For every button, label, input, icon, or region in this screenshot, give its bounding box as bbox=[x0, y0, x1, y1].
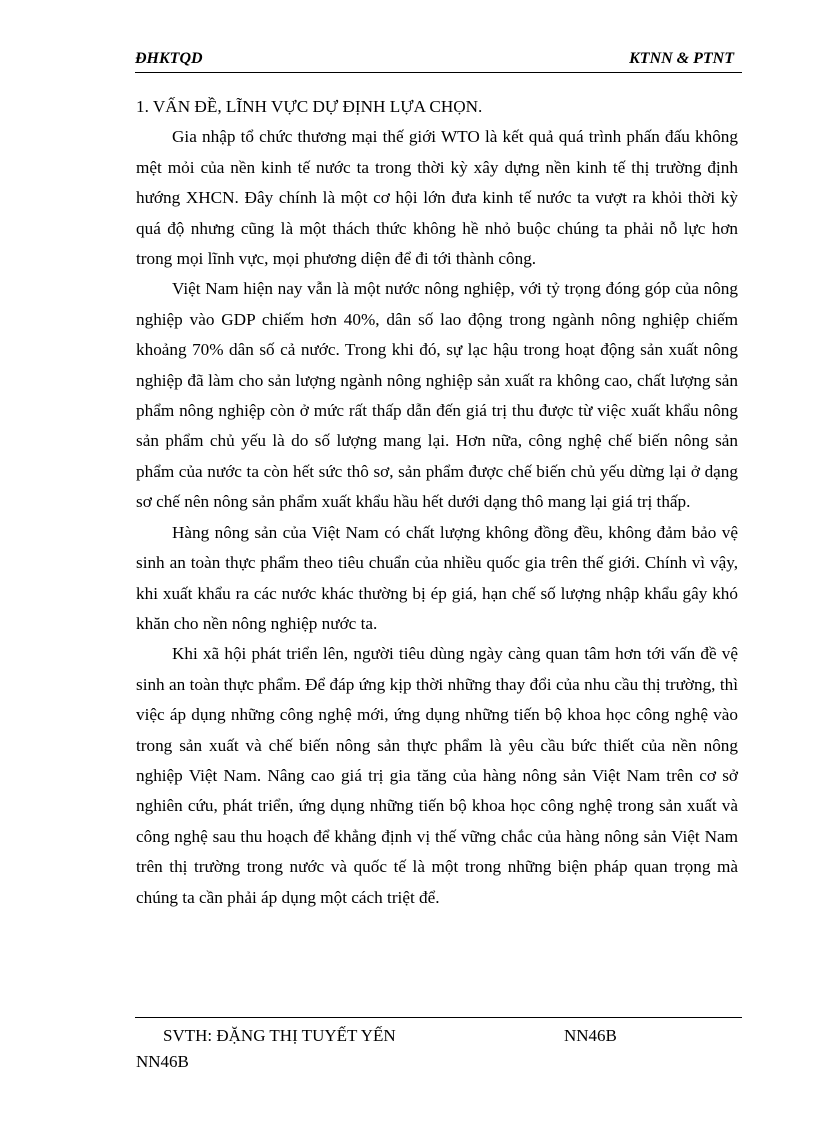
paragraph-2: Việt Nam hiện nay vẫn là một nước nông nghiệp, với tỷ trọng đóng góp của nông nghiệp vào GDP chiếm hơn 40%, dân số lao động trong ngành nông nghiệp chiếm khoảng 70% dân số cả nước. Trong khi đó, sự lạc hậu trong hoạt động sản xuất nông nghiệp đã làm cho sản lượng ngành nông nghiệp sản xuất ra không cao, chất lượng sản phẩm nông nghiệp còn ở mức rất thấp dẫn đến giá trị thu được từ việc xuất khẩu nông sản phẩm chủ yếu là do số lượng mang lại. Hơn nữa, công nghệ chế biến nông sản phẩm của nước ta còn hết sức thô sơ, sản phẩm được chế biến chủ yếu dừng lại ở dạng sơ chế nên nông sản phẩm xuất khẩu hầu hết dưới dạng thô mang lại giá trị thấp. bbox=[136, 279, 738, 512]
paragraph-4: Khi xã hội phát triển lên, người tiêu dùng ngày càng quan tâm hơn tới vấn đề vệ sinh an toàn thực phẩm. Để đáp ứng kịp thời những thay đổi của nhu cầu thị trường, thì việc áp dụng những công nghệ mới, ứng dụng những tiến bộ khoa học công nghệ vào trong sản xuất và chế biến nông sản thực phẩm là yêu cầu bức thiết của nền nông nghiệp Việt Nam. Nâng cao giá trị gia tăng của hàng nông sản Việt Nam trên cơ sở nghiên cứu, phát triển, ứng dụng những tiến bộ khoa học công nghệ trong sản xuất và công nghệ sau thu hoạch để khẳng định vị thế vững chắc của hàng nông sản Việt Nam trên thị trường trong nước và quốc tế là một trong những biện pháp quan trọng mà chúng ta cần phải áp dụng một cách triệt để. bbox=[136, 644, 738, 907]
document-body bbox=[136, 92, 738, 913]
footer-student-name: SVTH: ĐẶNG THỊ TUYẾT YẾN bbox=[163, 1026, 396, 1045]
header-faculty: KTNN & PTNT bbox=[629, 50, 734, 67]
page-header bbox=[135, 50, 742, 73]
header-university: ĐHKTQD bbox=[135, 50, 203, 67]
footer-class-code-wrapped: NN46B bbox=[136, 1052, 189, 1071]
paragraph-1: Gia nhập tổ chức thương mại thế giới WTO là kết quả quá trình phấn đấu không mệt mỏi của nền kinh tế nước ta trong thời kỳ xây dựng nền kinh tế thị trường định hướng XHCN. Đây chính là một cơ hội lớn đưa kinh tế nước ta vượt ra khỏi thời kỳ quá độ nhưng cũng là một thách thức không hề nhỏ buộc chúng ta phải nỗ lực hơn trong mọi lĩnh vực, mọi phương diện để đi tới thành công. bbox=[136, 127, 738, 269]
paragraph-3: Hàng nông sản của Việt Nam có chất lượng không đồng đều, không đảm bảo vệ sinh an toàn thực phẩm theo tiêu chuẩn của nhiều quốc gia trên thế giới. Chính vì vậy, khi xuất khẩu ra các nước khác thường bị ép giá, hạn chế số lượng nhập khẩu gây khó khăn cho nền nông nghiệp nước ta. bbox=[136, 522, 738, 633]
section-heading: 1. VẤN ĐỀ, LĨNH VỰC DỰ ĐỊNH LỰA CHỌN. bbox=[136, 97, 483, 116]
footer-class-code: NN46B bbox=[564, 1026, 617, 1045]
footer-divider bbox=[135, 1017, 742, 1018]
